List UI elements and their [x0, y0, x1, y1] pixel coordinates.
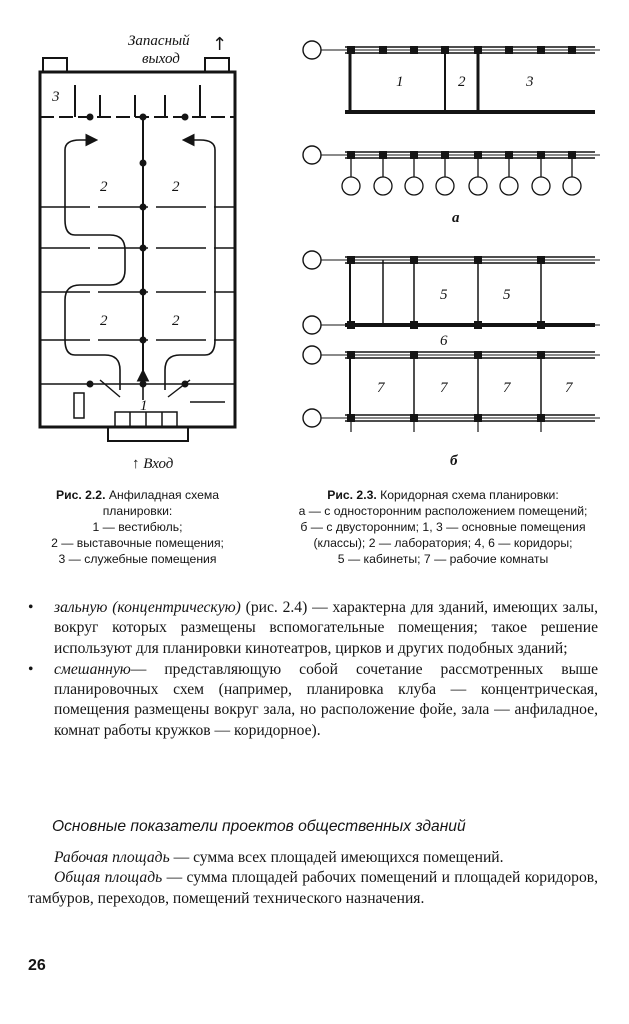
fig22-room-2c: 2 — [100, 313, 108, 329]
fig23b-room-7c: 7 — [503, 380, 511, 396]
bullet-marker: • — [28, 599, 34, 616]
caption1-line-2: 1 — вестибюль; — [92, 520, 183, 534]
caption2-line-2: б — с двусторонним; 1, 3 — основные помещения — [300, 520, 586, 534]
page-number: 26 — [28, 957, 46, 974]
bullet-term: зальную (концентрическую) — [54, 599, 241, 616]
paragraph-term: Рабочая площадь — [54, 849, 170, 866]
fig23b-room-5b: 5 — [503, 287, 511, 303]
fig22-room-2b: 2 — [172, 179, 180, 195]
list-item — [28, 660, 598, 741]
bullet-marker: • — [28, 660, 34, 678]
fig23a-room-2: 2 — [458, 74, 466, 90]
bullet-text: — представляющую собой сочетание рассмотренных выше планировочных схем (например, планировка клуба — концентрическая, помещения размещены вокруг зала, но расположение фойе, зала — анфиладное, комнат работы кружков — коридорное). — [54, 660, 598, 739]
definitions — [28, 848, 598, 909]
figure-2-2-caption — [20, 487, 255, 567]
figure-2-3-caption — [268, 487, 618, 567]
fig22-room-2d: 2 — [172, 313, 180, 329]
paragraph-text: — сумма всех площадей имеющихся помещений. — [169, 849, 504, 866]
fig22-room-1: 1 — [140, 398, 148, 414]
fig23b-room-7d: 7 — [565, 380, 573, 396]
exit-label-line2: выход — [142, 51, 180, 67]
caption1-line-3: 2 — выставочные помещения; — [51, 536, 224, 550]
exit-label-line1: Запасный — [128, 33, 190, 49]
paragraph-term: Общая площадь — [54, 869, 163, 887]
caption1-line-0: Анфиладная схема — [108, 488, 220, 502]
fig22-room-3: 3 — [52, 89, 60, 105]
fig23b-room-5a: 5 — [440, 287, 448, 303]
fig23a-room-3: 3 — [526, 74, 534, 90]
fig22-room-2a: 2 — [100, 179, 108, 195]
fig23a-room-1: 1 — [396, 74, 404, 90]
paragraph — [28, 868, 598, 909]
caption2-line-1: а — с односторонним расположением помещений; — [298, 504, 588, 518]
section-heading: Основные показатели проектов общественных зданий — [52, 818, 466, 835]
caption2-title: Рис. 2.3. — [327, 488, 377, 502]
exit-arrow-icon: ↑ — [212, 34, 228, 55]
caption1-line-4: 3 — служебные помещения — [58, 552, 217, 566]
list-item — [28, 598, 598, 659]
bullet-term: смешанную — [54, 660, 131, 678]
caption2-line-0: Коридорная схема планировки: — [380, 488, 559, 502]
paragraph-text: — сумма площадей рабочих помещений и площадей коридоров, тамбуров, переходов, помещений технического назначения. — [28, 869, 599, 907]
paragraph — [28, 848, 598, 868]
bullet-list — [28, 598, 598, 742]
caption2-line-4: 5 — кабинеты; 7 — рабочие комнаты — [337, 552, 549, 566]
fig23b-room-7b: 7 — [440, 380, 448, 396]
figures-area — [0, 0, 629, 480]
fig23b-letter: б — [450, 453, 458, 469]
caption1-line-1: планировки: — [102, 504, 173, 518]
entrance-label: ↑ Вход — [132, 456, 174, 472]
fig23b-room-7a: 7 — [377, 380, 385, 396]
fig23a-letter: а — [452, 210, 460, 226]
fig23b-corridor-6: 6 — [440, 333, 448, 349]
fig-2-3b-plan — [303, 251, 600, 469]
fig-2-3a-plan — [303, 41, 600, 226]
caption2-line-3: (классы); 2 — лаборатория; 4, 6 — коридоры; — [313, 536, 573, 550]
fig-2-2-plan — [40, 33, 235, 472]
caption1-title: Рис. 2.2. — [55, 488, 106, 502]
bullet-text: (рис. 2.4) — характерна для зданий, имеющих залы, вокруг которых размещены вспомогательные помещения; такое решение используют для планировки кинотеатров, цирков и других подобных зданий; — [54, 599, 598, 657]
